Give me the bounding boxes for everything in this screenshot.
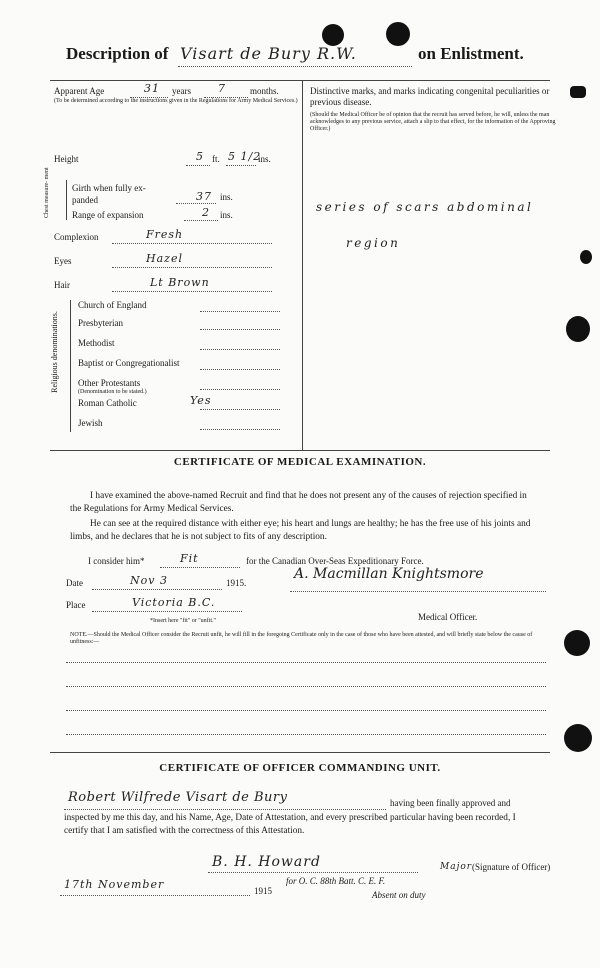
officer-label: Medical Officer.: [418, 612, 478, 622]
consider-prefix: I consider him*: [88, 556, 145, 566]
hair-value: Lt Brown: [150, 276, 210, 289]
religion-label: Jewish: [78, 418, 103, 428]
religion-side-label: Religious denominations.: [50, 311, 59, 393]
place-value: Victoria B.C.: [132, 596, 216, 609]
girth-ins: ins.: [220, 192, 233, 202]
punch-hole: [386, 22, 410, 46]
religion-label: Baptist or Congregationalist: [78, 358, 180, 368]
insert-note: *Insert here "fit" or "unfit.": [150, 618, 216, 624]
date-year: 1915.: [226, 578, 247, 588]
header-suffix: on Enlistment.: [418, 44, 524, 63]
punch-hole: [564, 724, 592, 752]
date-label: Date: [66, 578, 83, 588]
age-note: (To be determined according to the instructions given in the Regulations for Army Medical Services.): [54, 98, 298, 104]
commanding-para-rest: inspected by me this day, and his Name, Age, Date of Attestation, and every prescribed particular having been recorded, I certify that I am satisfied with the correctness of this Attestation.: [64, 813, 516, 836]
medical-para2: He can see at the required distance with either eye; his heart and lungs are healthy; he has the free use of his joints and limbs, and he declares that he is not subject to fits of any description.: [70, 519, 531, 542]
medical-heading: CERTIFICATE OF MEDICAL EXAMINATION.: [173, 456, 427, 468]
commanding-signature: B. H. Howard: [212, 854, 321, 870]
apparent-age-label: Apparent Age: [54, 86, 105, 96]
religion-label: Church of England: [78, 300, 147, 310]
medical-signature: A. Macmillan Knightsmore: [294, 566, 484, 582]
medical-para1: I have examined the above-named Recruit and find that he does not present any of the causes of rejection specified in the Regulations for Army Medical Services.: [70, 491, 527, 514]
commanding-para-suffix: having been finally approved and: [390, 798, 511, 808]
marks-line2: region: [346, 236, 401, 250]
ft-label: ft.: [212, 154, 220, 164]
height-ft: 5: [196, 150, 204, 163]
rank-hand: Major: [440, 862, 473, 872]
medical-note: NOTE.—Should the Medical Officer consider the Recruit unfit, he will fill in the foregoing Certificate only in the case of those who have been attested, and will briefly state below the cause of unfitness:—: [70, 632, 533, 645]
punch-hole: [322, 24, 344, 46]
consider-value: Fit: [180, 552, 199, 565]
religion-label: Presbyterian: [78, 318, 123, 328]
place-label: Place: [66, 600, 86, 610]
recruit-name: Robert Wilfrede Visart de Bury: [68, 790, 288, 805]
girth-value: 37: [196, 190, 212, 203]
age-months: 7: [218, 82, 226, 95]
commanding-heading: CERTIFICATE OF OFFICER COMMANDING UNIT.: [159, 762, 441, 774]
age-years: 31: [144, 82, 160, 95]
marks-note: (Should the Medical Officer be of opinion that the recruit has served before, he will, unless the man acknowledges to any previous service, attach a slip to that effect, for the information of the Approving Officer.): [310, 112, 556, 132]
complexion-value: Fresh: [146, 228, 184, 241]
punch-hole: [564, 630, 590, 656]
header-name: Visart de Bury R.W.: [180, 44, 357, 63]
range-ins: ins.: [220, 210, 233, 220]
religion-label: Other Protestants: [78, 378, 141, 388]
other-protestants-note: (Denomination to be stated.): [78, 389, 147, 395]
years-label: years: [172, 86, 191, 96]
marks-line1: series of scars abdominal: [316, 200, 534, 214]
height-in: 5 1/2: [228, 150, 262, 163]
punch-hole: [566, 316, 590, 342]
months-label: months.: [250, 86, 279, 96]
commanding-date: 17th November: [64, 878, 165, 891]
eyes-label: Eyes: [54, 256, 72, 266]
unit-line: for O. C. 88th Batt. C. E. F.: [286, 876, 386, 886]
range-label: Range of expansion: [72, 210, 144, 220]
signature-label: (Signature of Officer): [472, 862, 551, 872]
consider-suffix: for the Canadian Over-Seas Expeditionary Force.: [246, 556, 424, 566]
roman-catholic-mark: Yes: [190, 394, 212, 407]
hair-label: Hair: [54, 280, 70, 290]
height-label: Height: [54, 154, 79, 164]
marks-label: Distinctive marks, and marks indicating congenital peculiarities or previous disease.: [310, 86, 550, 107]
eyes-value: Hazel: [146, 252, 183, 265]
complexion-label: Complexion: [54, 232, 99, 242]
punch-hole: [580, 250, 592, 264]
commanding-date-year: 1915: [254, 886, 272, 896]
girth-label: Girth when fully ex- panded: [72, 183, 146, 205]
punch-hole: [570, 86, 586, 98]
date-value: Nov 3: [130, 574, 168, 587]
range-value: 2: [202, 206, 210, 219]
height-ins-label: ins.: [258, 154, 271, 164]
header-prefix: Description of: [66, 44, 169, 63]
chest-side-label: Chest measure- ment: [44, 167, 50, 218]
religion-label: Methodist: [78, 338, 115, 348]
absent-line: Absent on duty: [372, 890, 426, 900]
religion-label: Roman Catholic: [78, 398, 137, 408]
